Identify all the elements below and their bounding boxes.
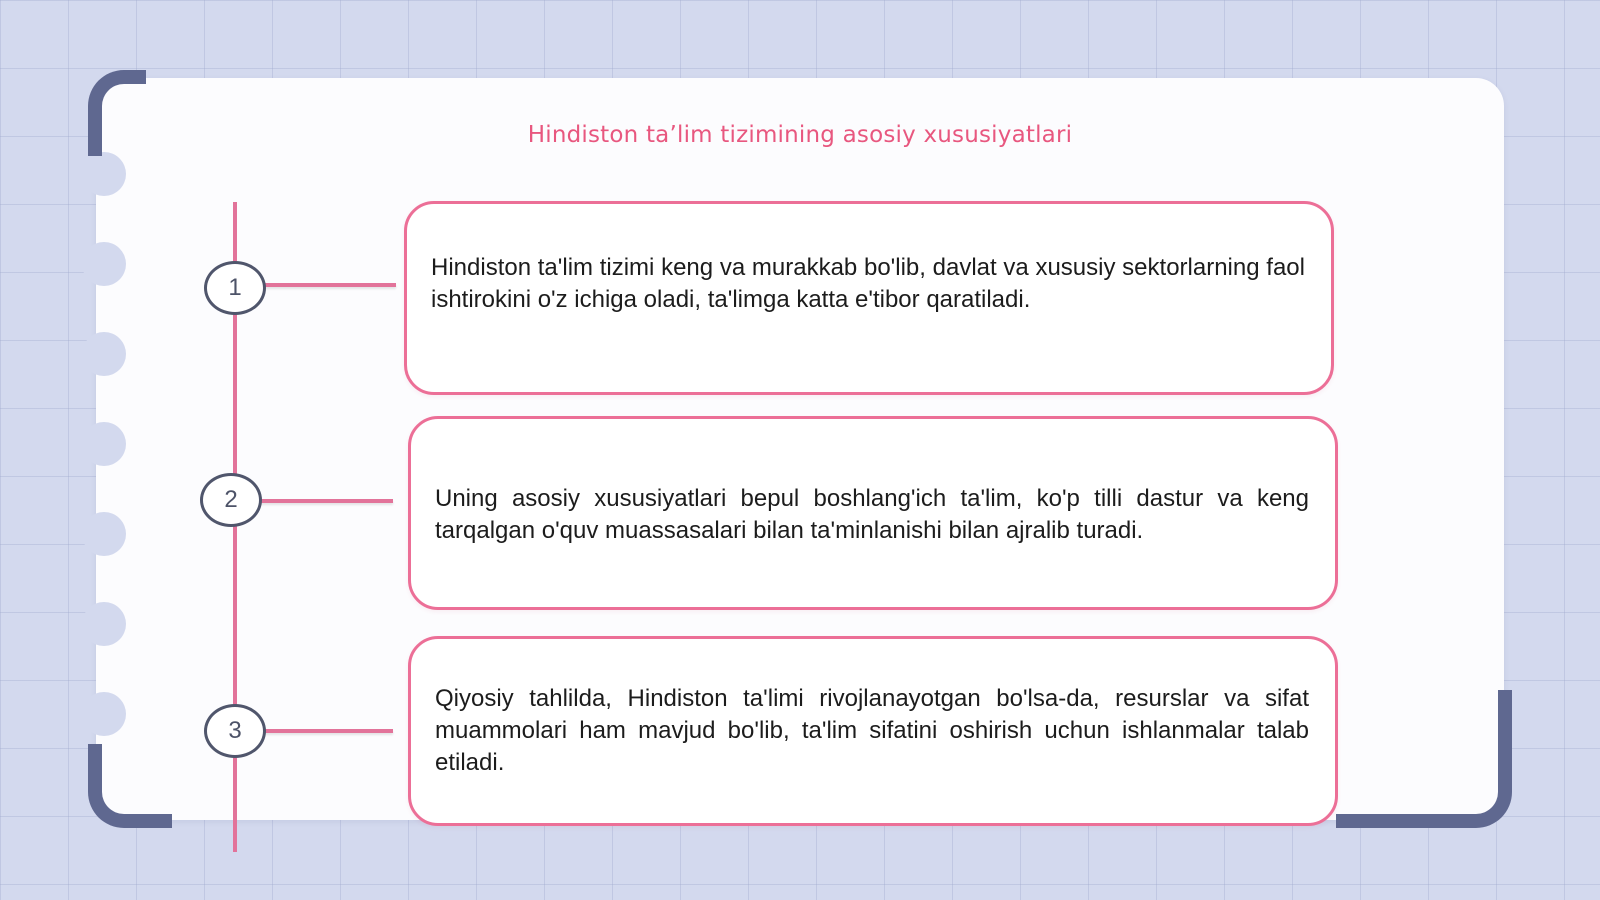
step-2-marker: 2 <box>200 473 262 527</box>
slide-title: Hindiston ta’lim tizimining asosiy xususiyatlari <box>527 122 1073 148</box>
step-3-text: Qiyosiy tahlilda, Hindiston ta'limi rivojlanayotgan bo'lsa-da, resurslar va sifat muammolari ham mavjud bo'lib, ta'lim sifatini oshirish uchun ishlanmalar talab etiladi. <box>435 685 1309 776</box>
corner-bracket-bottom-right <box>1336 690 1512 828</box>
step-3-connector <box>262 729 393 733</box>
notebook-hole <box>82 152 126 196</box>
notebook-hole <box>82 422 126 466</box>
step-3-marker: 3 <box>204 704 266 758</box>
step-1-marker: 1 <box>204 261 266 315</box>
corner-bracket-bottom-left <box>88 744 172 828</box>
notebook-hole <box>82 692 126 736</box>
notebook-hole <box>82 332 126 376</box>
notebook-hole <box>82 512 126 556</box>
notebook-hole <box>82 602 126 646</box>
step-2-text: Uning asosiy xususiyatlari bepul boshlang'ich ta'lim, ko'p tilli dastur va keng tarqalgan o'quv muassasalari bilan ta'minlanishi bilan ajralib turadi. <box>435 485 1309 544</box>
notebook-hole <box>82 242 126 286</box>
step-1-text: Hindiston ta'lim tizimi keng va murakkab bo'lib, davlat va xususiy sektorlarning faol ishtirokini o'z ichiga oladi, ta'limga katta e'tibor qaratiladi. <box>431 254 1305 313</box>
step-1-connector <box>262 283 396 287</box>
step-2-connector <box>259 499 393 503</box>
